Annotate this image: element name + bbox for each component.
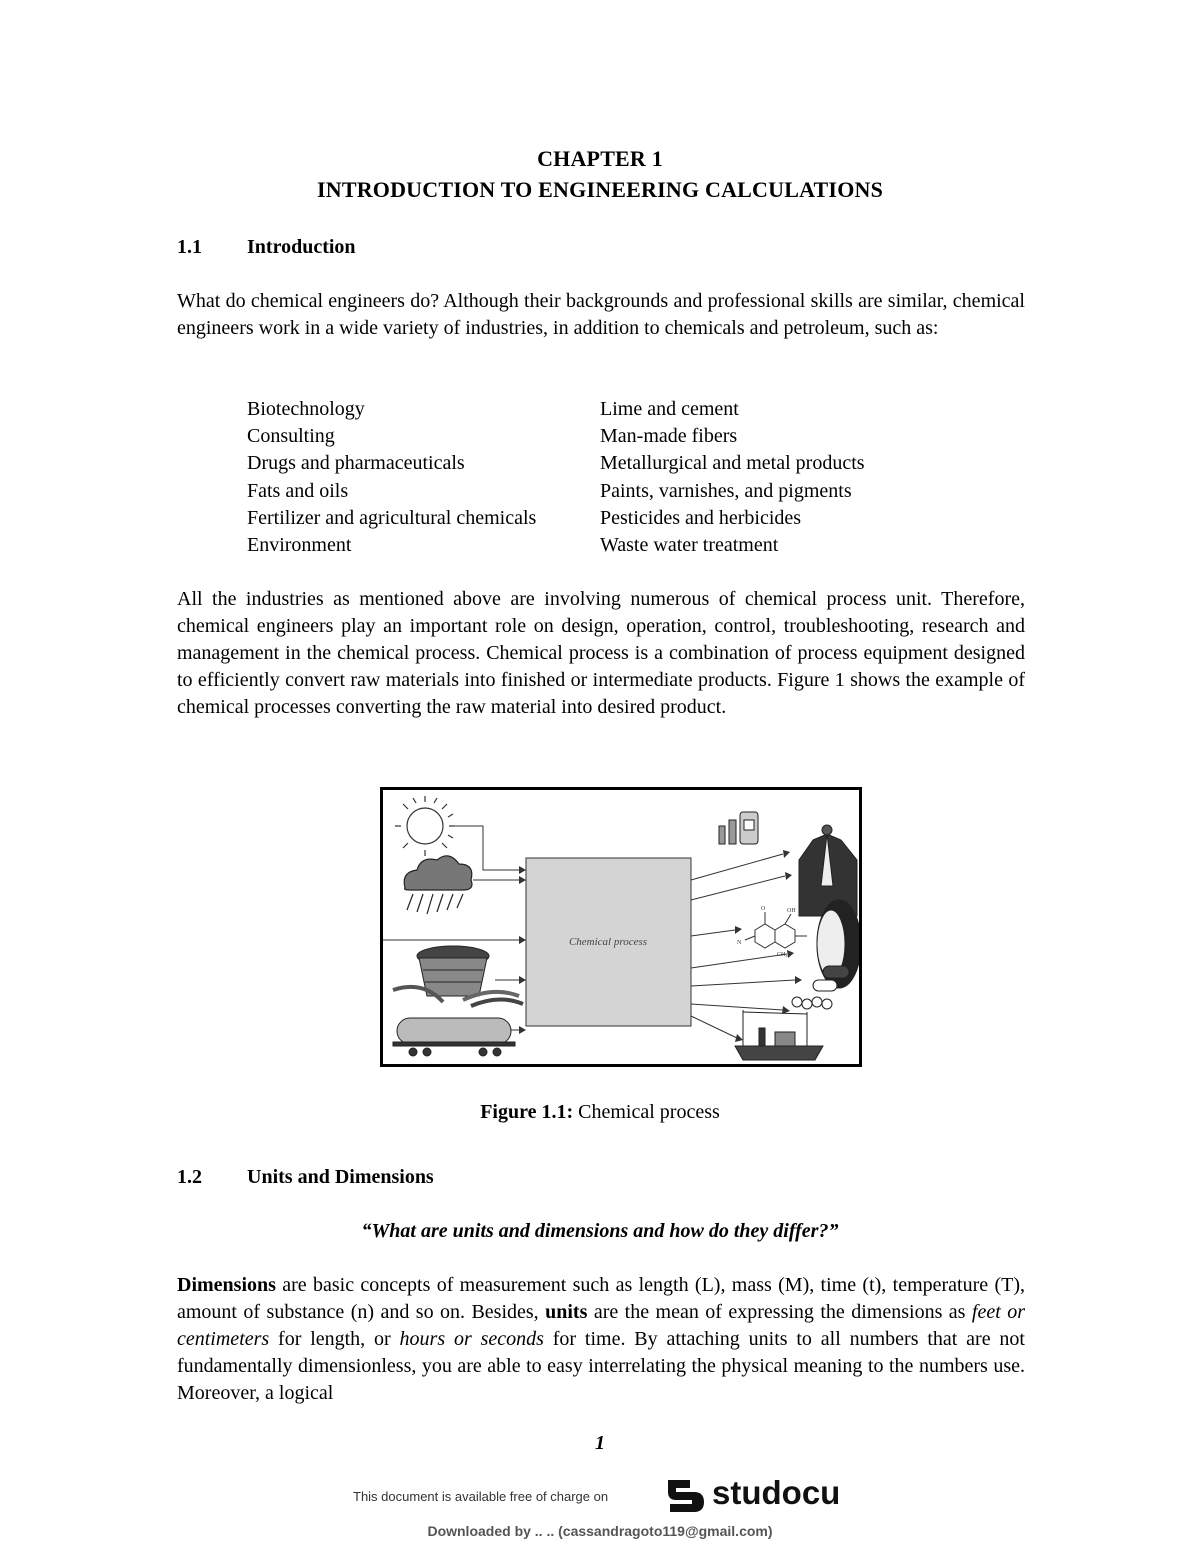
- industry-item: Fertilizer and agricultural chemicals: [247, 506, 537, 529]
- dimensions-paragraph: [177, 1272, 1025, 1407]
- section-number: 1.1: [177, 236, 202, 258]
- sun-icon: [395, 796, 455, 856]
- section-title: Units and Dimensions: [247, 1166, 434, 1188]
- bottles-icon: [719, 812, 758, 844]
- process-illustration: [383, 790, 859, 1064]
- paragraph-text: for time. By attaching units to all numbers that are not fundamentally dimensionless, you are able to easy interrelating the physical meaning to the numbers use. Moreover, a logical: [177, 1328, 1025, 1404]
- paragraph-text: for length, or: [269, 1328, 400, 1350]
- process-paragraph: All the industries as mentioned above are involving numerous of chemical process unit. Therefore, chemical engineers play an important role on design, operation, control, troubleshooting, research and management in the chemical process. Chemical process is a combination of process equipment designed to efficiently convert raw materials into finished or intermediate products. Figure 1 shows the example of chemical processes converting the raw material into desired product.: [177, 588, 1025, 718]
- industry-item: Environment: [247, 534, 352, 557]
- industry-list-right: [600, 396, 865, 559]
- process-box-label: Chemical process: [568, 936, 648, 948]
- studocu-brand[interactable]: studocu: [712, 1474, 841, 1511]
- intro-paragraph: What do chemical engineers do? Although their backgrounds and professional skills are similar, chemical engineers work in a wide variety of industries, in addition to chemicals and petroleum, such as:: [177, 290, 1025, 339]
- industry-item: Paints, varnishes, and pigments: [600, 479, 852, 502]
- industry-item: Metallurgical and metal products: [600, 452, 865, 475]
- example-time-units: hours or seconds: [399, 1328, 544, 1350]
- example-length-units: feet or centimeters: [177, 1301, 1025, 1350]
- industry-item: Waste water treatment: [600, 534, 779, 557]
- svg-text:CH₃: CH₃: [777, 952, 788, 958]
- chapter-number: CHAPTER 1: [537, 146, 663, 171]
- figure-caption: [0, 1101, 1200, 1124]
- studocu-logo-icon[interactable]: [664, 1474, 708, 1521]
- paragraph-text: are the mean of expressing the dimensions as: [587, 1301, 972, 1323]
- chapter-title: INTRODUCTION TO ENGINEERING CALCULATIONS: [316, 177, 884, 202]
- industry-list-left: [247, 396, 536, 559]
- section-number: 1.2: [177, 1166, 202, 1188]
- industry-item: Drugs and pharmaceuticals: [247, 452, 465, 475]
- industry-item: Fats and oils: [247, 479, 349, 502]
- industry-item: Consulting: [247, 425, 335, 448]
- industry-item: Pesticides and herbicides: [600, 506, 802, 529]
- page-number: 1: [595, 1432, 605, 1454]
- guiding-question: “What are units and dimensions and how do they differ?”: [361, 1220, 839, 1242]
- figure-caption-text: Chemical process: [573, 1101, 720, 1123]
- chemical-process-figure: [380, 787, 862, 1067]
- rain-cloud-icon: [404, 856, 472, 914]
- downloaded-by-notice: Downloaded by .. .. (cassandragoto119@gmail.com): [427, 1523, 773, 1539]
- paragraph-text: are basic concepts of measurement such as length (L), mass (M), time (t), temperature (T), amount of substance (n) and so on. Besides,: [177, 1274, 1025, 1323]
- molecule-icon: [737, 906, 807, 958]
- industry-item: Man-made fibers: [600, 425, 738, 448]
- jacket-icon: [799, 825, 857, 916]
- term-units: units: [545, 1301, 588, 1323]
- section-title: Introduction: [247, 236, 356, 258]
- produce-basket-icon: [393, 946, 523, 1006]
- industry-item: Lime and cement: [600, 398, 739, 420]
- svg-text:N: N: [737, 940, 742, 946]
- industry-item: Biotechnology: [247, 398, 365, 420]
- tank-car-icon: [393, 1018, 515, 1056]
- footer-note: This document is available free of charge on: [353, 1489, 609, 1504]
- term-dimensions: Dimensions: [177, 1274, 276, 1296]
- svg-text:O: O: [761, 906, 766, 912]
- svg-text:OH: OH: [787, 908, 796, 914]
- ship-icon: [735, 1010, 823, 1060]
- figure-caption-label: Figure 1.1:: [480, 1101, 574, 1123]
